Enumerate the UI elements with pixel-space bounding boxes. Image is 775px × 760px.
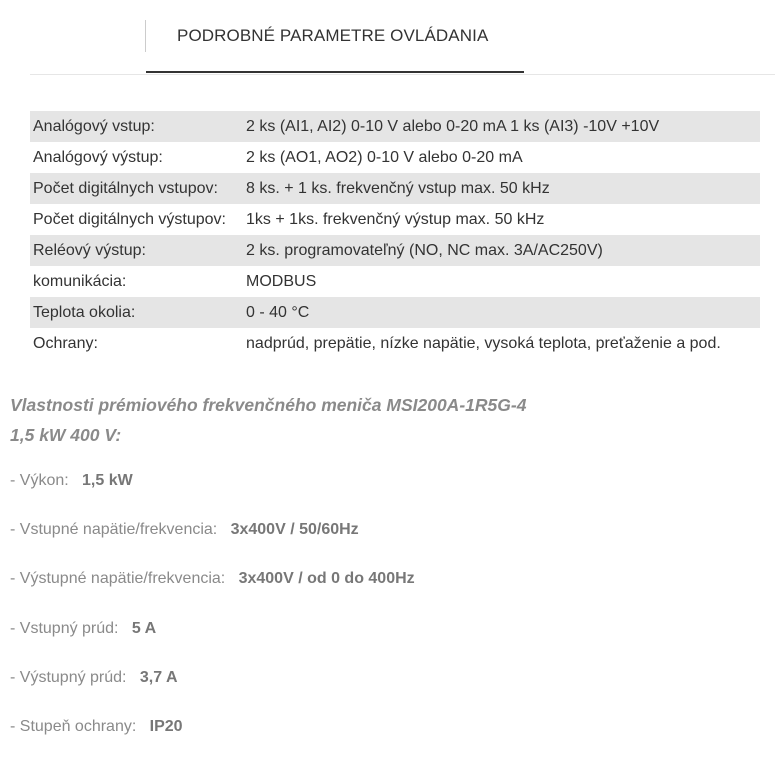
property-line: [10, 472, 133, 490]
property-value: 3,7 A: [139, 669, 178, 686]
property-line: [10, 570, 415, 588]
param-label: Počet digitálnych vstupov:: [30, 173, 242, 204]
param-label: Reléový výstup:: [30, 235, 242, 266]
property-label: - Vstupné napätie/frekvencia:: [10, 521, 227, 538]
table-row: [30, 142, 760, 173]
property-line: [10, 718, 183, 736]
param-label: komunikácia:: [33, 272, 127, 290]
param-value: 2 ks (AI1, AI2) 0-10 V alebo 0-20 mA 1 ks (AI3) -10V +10V: [242, 111, 760, 142]
param-label: Počet digitálnych výstupov:: [33, 210, 226, 228]
property-label: - Výkon:: [10, 472, 78, 489]
param-value: 2 ks. programovateľný (NO, NC max. 3A/AC250V): [242, 235, 760, 266]
property-label: - Stupeň ochrany:: [10, 718, 146, 735]
param-label: Teplota okolia:: [30, 297, 242, 328]
table-row: [30, 111, 760, 142]
param-value: 8 ks. + 1 ks. frekvenčný vstup max. 50 kHz: [242, 173, 760, 204]
param-label: Analógový výstup:: [33, 148, 163, 166]
active-tab-indicator: [146, 71, 524, 73]
table-row: [30, 266, 760, 297]
param-label: Analógový vstup:: [30, 111, 242, 142]
property-value: 3x400V / 50/60Hz: [230, 521, 359, 538]
property-line: [10, 620, 156, 638]
property-label: - Výstupné napätie/frekvencia:: [10, 570, 235, 587]
param-value: MODBUS: [246, 272, 317, 290]
property-value: 3x400V / od 0 do 400Hz: [238, 570, 415, 587]
property-label: - Vstupný prúd:: [10, 620, 128, 637]
table-row: [30, 297, 760, 328]
param-value: nadprúd, prepätie, nízke napätie, vysoká teplota, preťaženie a pod.: [246, 334, 721, 352]
table-row: [30, 328, 760, 359]
property-label: - Výstupný prúd:: [10, 669, 136, 686]
tab-detailed-parameters[interactable]: PODROBNÉ PARAMETRE OVLÁDANIA: [177, 26, 489, 45]
param-value: 1ks + 1ks. frekvenčný výstup max. 50 kHz: [246, 210, 545, 228]
table-row: [30, 235, 760, 266]
parameters-table: [30, 111, 760, 359]
property-value: IP20: [149, 718, 183, 735]
table-row: [30, 204, 760, 235]
table-row: [30, 173, 760, 204]
properties-heading: Vlastnosti prémiového frekvenčného meniča MSI200A-1R5G-4 1,5 kW 400 V:: [10, 395, 527, 445]
param-label: Ochrany:: [33, 334, 98, 352]
property-line: [10, 669, 178, 687]
property-line: [10, 521, 359, 539]
param-value: 0 - 40 °C: [242, 297, 760, 328]
param-value: 2 ks (AO1, AO2) 0-10 V alebo 0-20 mA: [246, 148, 523, 166]
product-properties: [10, 390, 750, 735]
property-value: 1,5 kW: [82, 472, 133, 489]
property-value: 5 A: [131, 620, 157, 637]
